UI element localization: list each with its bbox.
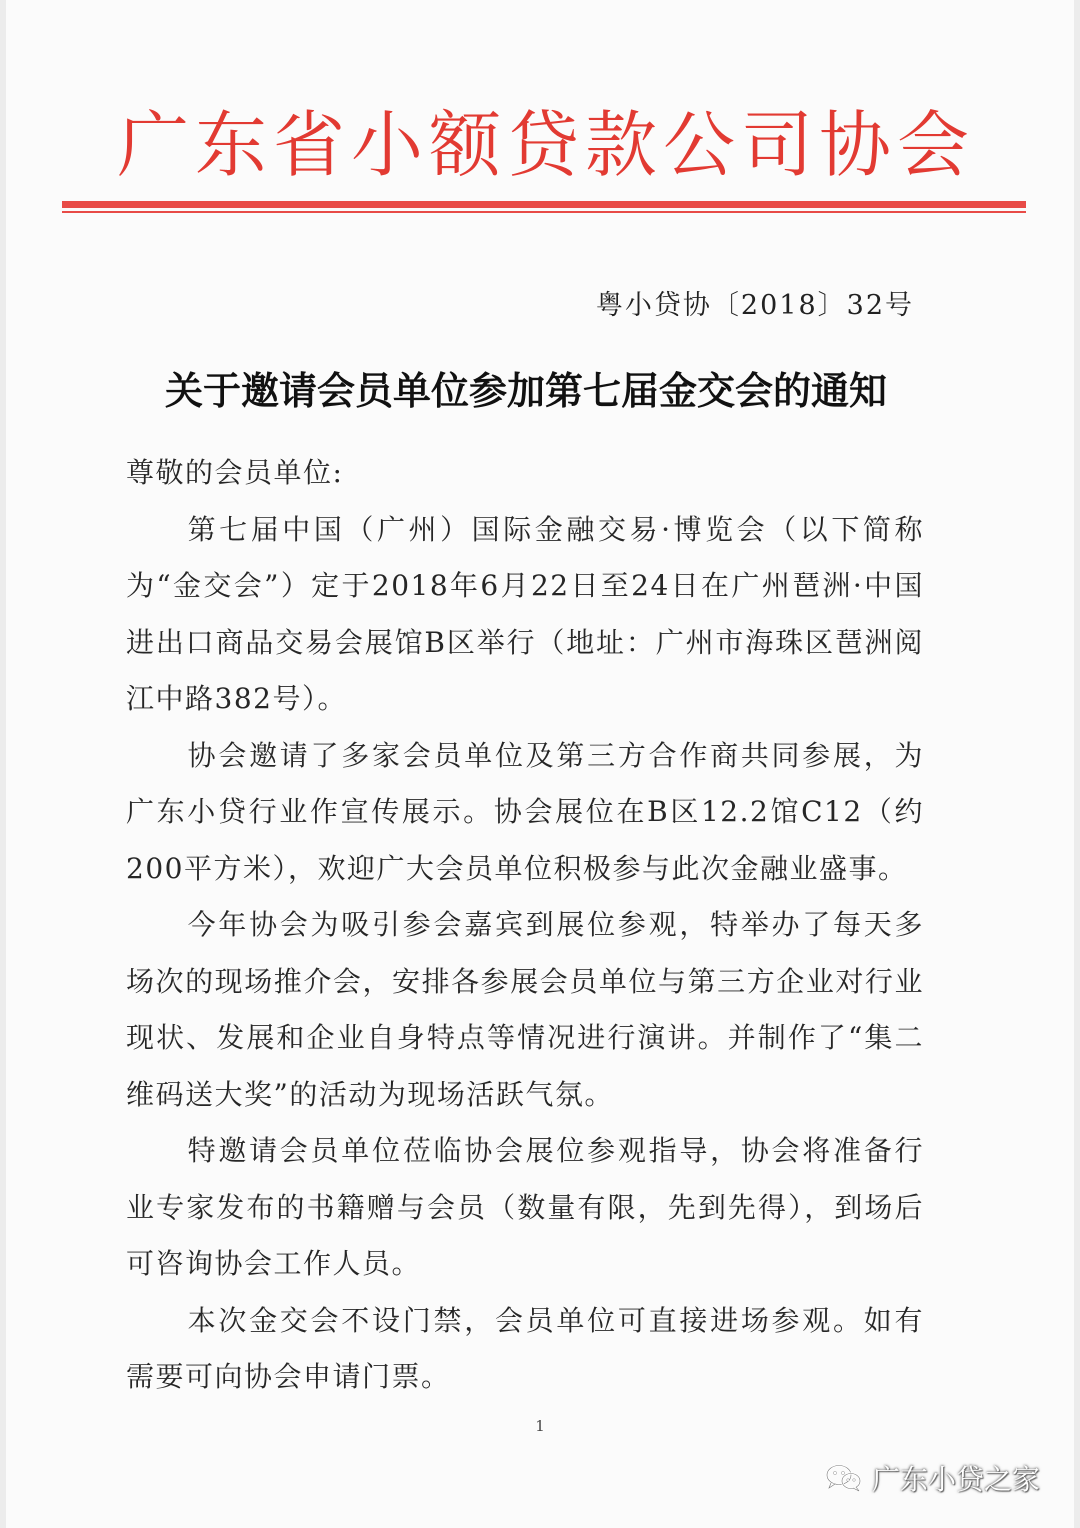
notice-body: [126, 445, 924, 1406]
page-number: 1: [535, 1417, 545, 1435]
salutation: 尊敬的会员单位:: [126, 456, 344, 489]
paragraph: 今年协会为吸引参会嘉宾到展位参观，特举办了每天多场次的现场推介会，安排各参展会员单位与第三方企业对行业现状、发展和企业自身特点等情况进行演讲。并制作了“集二维码送大奖”的活动为现场活跃气氛。: [126, 908, 924, 1111]
paragraph: 特邀请会员单位莅临协会展位参观指导，协会将准备行业专家发布的书籍赠与会员（数量有限，先到先得），到场后可咨询协会工作人员。: [126, 1134, 924, 1280]
organization-header: 广东省小额贷款公司协会: [116, 103, 975, 187]
document-number: 粤小贷协〔2018〕32号: [595, 290, 914, 321]
document-page: [6, 0, 1074, 1528]
watermark: [826, 1458, 1040, 1498]
wechat-icon: [826, 1464, 862, 1492]
header-red-rule-thin: [62, 211, 1026, 213]
paragraph: 协会邀请了多家会员单位及第三方合作商共同参展，为广东小贷行业作宣传展示。协会展位在B区12.2馆C12（约200平方米），欢迎广大会员单位积极参与此次金融业盛事。: [126, 738, 924, 885]
header-red-rule-thick: [62, 201, 1026, 208]
notice-title: 关于邀请会员单位参加第七届金交会的通知: [164, 369, 887, 413]
paragraph: 本次金交会不设门禁，会员单位可直接进场参观。如有需要可向协会申请门票。: [126, 1303, 924, 1393]
watermark-text: 广东小贷之家: [871, 1463, 1040, 1496]
paragraph: 第七届中国（广州）国际金融交易·博览会（以下简称为“金交会”）定于2018年6月22日至24日在广州琶洲·中国进出口商品交易会展馆B区举行（地址：广州市海珠区琶洲阅江中路382号）。: [126, 512, 924, 715]
